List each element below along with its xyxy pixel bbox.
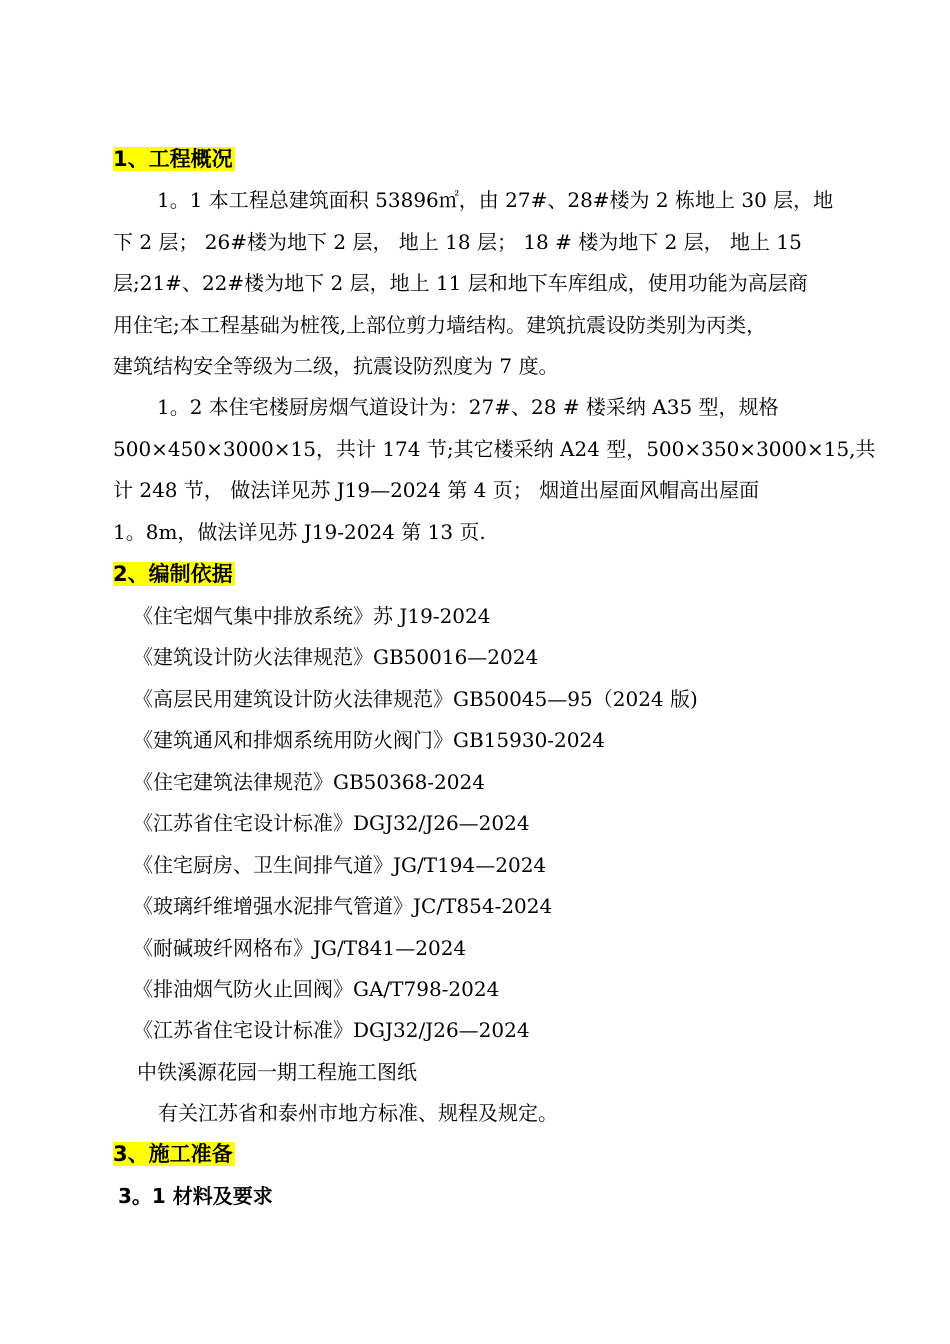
paragraph-1-2 — [113, 387, 876, 553]
reference-closing: 有关江苏省和泰州市地方标准、规程及规定。 — [158, 1101, 558, 1125]
reference-item: 《高层民用建筑设计防火法律规范》GB50045—95（2024 版) — [133, 687, 698, 711]
section-1-heading: 1、工程概况 — [113, 147, 233, 171]
para-1-2-line-4: 1。8m，做法详见苏 J19-2024 第 13 页. — [113, 519, 486, 544]
section-2-heading: 2、编制依据 — [113, 562, 233, 586]
para-1-1-line-4: 用住宅;本工程基础为桩筏,上部位剪力墙结构。建筑抗震设防类别为丙类， — [113, 312, 767, 337]
paragraph-1-1 — [113, 180, 837, 388]
reference-item: 《江苏省住宅设计标准》DGJ32/J26—2024 — [133, 1018, 530, 1042]
para-1-1-line-1: 1。1 本工程总建筑面积 53896㎡，由 27#、28#楼为 2 栋地上 30 层，地 — [157, 188, 834, 212]
reference-item: 《住宅烟气集中排放系统》苏 J19-2024 — [133, 604, 491, 628]
para-1-2-line-2: 500×450×3000×15，共计 174 节;其它楼采纳 A24 型，500×350×3000×15,共 — [113, 436, 876, 461]
reference-item: 《建筑通风和排烟系统用防火阀门》GB15930-2024 — [133, 728, 605, 752]
para-1-1-line-5: 建筑结构安全等级为二级，抗震设防烈度为 7 度。 — [113, 354, 559, 378]
reference-item: 《住宅建筑法律规范》GB50368-2024 — [133, 770, 485, 794]
reference-item: 《江苏省住宅设计标准》DGJ32/J26—2024 — [133, 811, 530, 835]
reference-item: 《排油烟气防火止回阀》GA/T798-2024 — [133, 977, 500, 1001]
reference-item: 《住宅厨房、卫生间排气道》JG/T194—2024 — [133, 853, 547, 877]
para-1-2-line-1: 1。2 本住宅楼厨房烟气道设计为：27#、28 # 楼采纳 A35 型，规格 — [157, 395, 779, 419]
reference-item: 《耐碱玻纤网格布》JG/T841—2024 — [133, 936, 467, 960]
para-1-1-line-2: 下 2 层； 26#楼为地下 2 层， 地上 18 层； 18 # 楼为地下 2 层， 地上 15 — [113, 229, 802, 254]
section-3-heading: 3、施工准备 — [113, 1142, 233, 1166]
para-1-2-line-3: 计 248 节， 做法详见苏 J19—2024 第 4 页； 烟道出屋面风帽高出屋面 — [113, 478, 760, 502]
reference-item: 《玻璃纤维增强水泥排气管道》JC/T854-2024 — [133, 894, 553, 918]
subsection-3-1-heading: 3。1 材料及要求 — [118, 1184, 273, 1208]
para-1-1-line-3: 层;21#、22#楼为地下 2 层，地上 11 层和地下车库组成，使用功能为高层商 — [113, 271, 808, 295]
reference-item: 《建筑设计防火法律规范》GB50016—2024 — [133, 645, 539, 669]
reference-item-drawings: 中铁溪源花园一期工程施工图纸 — [137, 1060, 417, 1084]
